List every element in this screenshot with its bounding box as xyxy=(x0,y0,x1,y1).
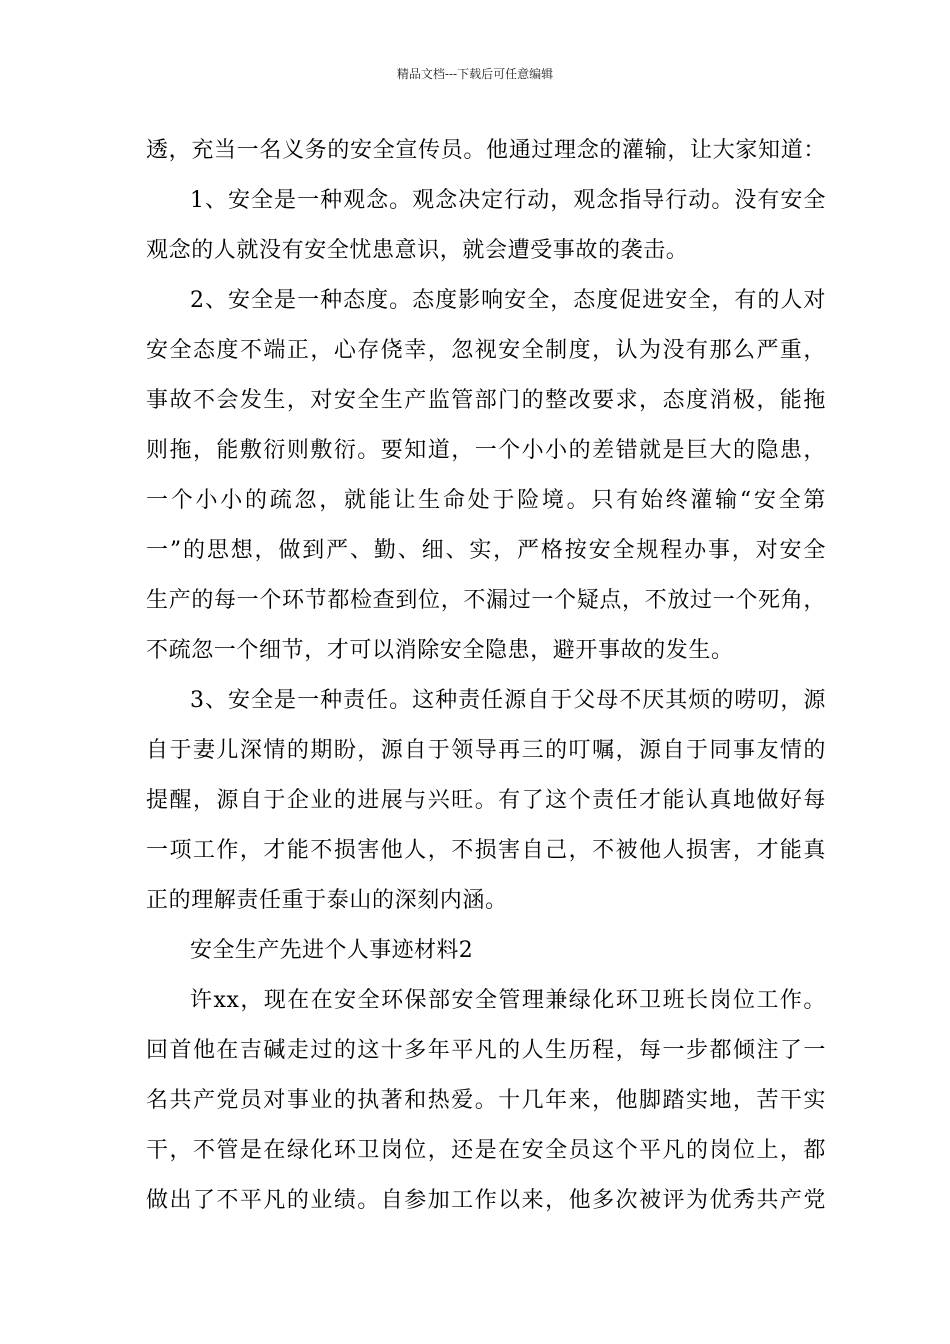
text-line: 做出了不平凡的业绩。自参加工作以来，他多次被评为优秀共产党 xyxy=(146,1188,826,1213)
text-line: 不疏忽一个细节，才可以消除安全隐患，避开事故的发生。 xyxy=(146,638,734,663)
text-line: 3、安全是一种责任。这种责任源自于父母不厌其烦的唠叨，源 xyxy=(190,688,826,713)
text-line: 安全态度不端正，心存侥幸，忽视安全制度，认为没有那么严重， xyxy=(146,338,826,363)
text-line: 正的理解责任重于泰山的深刻内涵。 xyxy=(146,888,508,913)
text-line: 2、安全是一种态度。态度影响安全，态度促进安全，有的人对 xyxy=(190,288,826,313)
section-heading: 安全生产先进个人事迹材料2 xyxy=(190,938,474,963)
text-line: 许xx，现在在安全环保部安全管理兼绿化环卫班长岗位工作。 xyxy=(190,988,826,1013)
text-line: 干，不管是在绿化环卫岗位，还是在安全员这个平凡的岗位上，都 xyxy=(146,1138,826,1163)
text-line: 回首他在吉碱走过的这十多年平凡的人生历程，每一步都倾注了一 xyxy=(146,1038,826,1063)
text-line: 一项工作，才能不损害他人，不损害自己，不被他人损害，才能真 xyxy=(146,838,826,863)
text-line: 生产的每一个环节都检查到位，不漏过一个疑点，不放过一个死角， xyxy=(146,588,826,613)
text-line: 一个小小的疏忽，就能让生命处于险境。只有始终灌输“安全第 xyxy=(146,488,826,513)
text-line: 一”的思想，做到严、勤、细、实，严格按安全规程办事，对安全 xyxy=(146,538,826,563)
text-line: 观念的人就没有安全忧患意识，就会遭受事故的袭击。 xyxy=(146,238,689,263)
text-line: 事故不会发生，对安全生产监管部门的整改要求，态度消极，能拖 xyxy=(146,388,826,413)
text-line: 1、安全是一种观念。观念决定行动，观念指导行动。没有安全 xyxy=(190,188,826,213)
text-line: 提醒，源自于企业的进展与兴旺。有了这个责任才能认真地做好每 xyxy=(146,788,826,813)
page-header: 精品文档---下载后可任意编辑 xyxy=(396,67,554,81)
text-line: 透，充当一名义务的安全宣传员。他通过理念的灌输，让大家知道： xyxy=(146,138,826,163)
text-line: 则拖，能敷衍则敷衍。要知道，一个小小的差错就是巨大的隐患， xyxy=(146,438,826,463)
text-line: 自于妻儿深情的期盼，源自于领导再三的叮嘱，源自于同事友情的 xyxy=(146,738,826,763)
text-line: 名共产党员对事业的执著和热爱。十几年来，他脚踏实地，苦干实 xyxy=(146,1088,826,1113)
